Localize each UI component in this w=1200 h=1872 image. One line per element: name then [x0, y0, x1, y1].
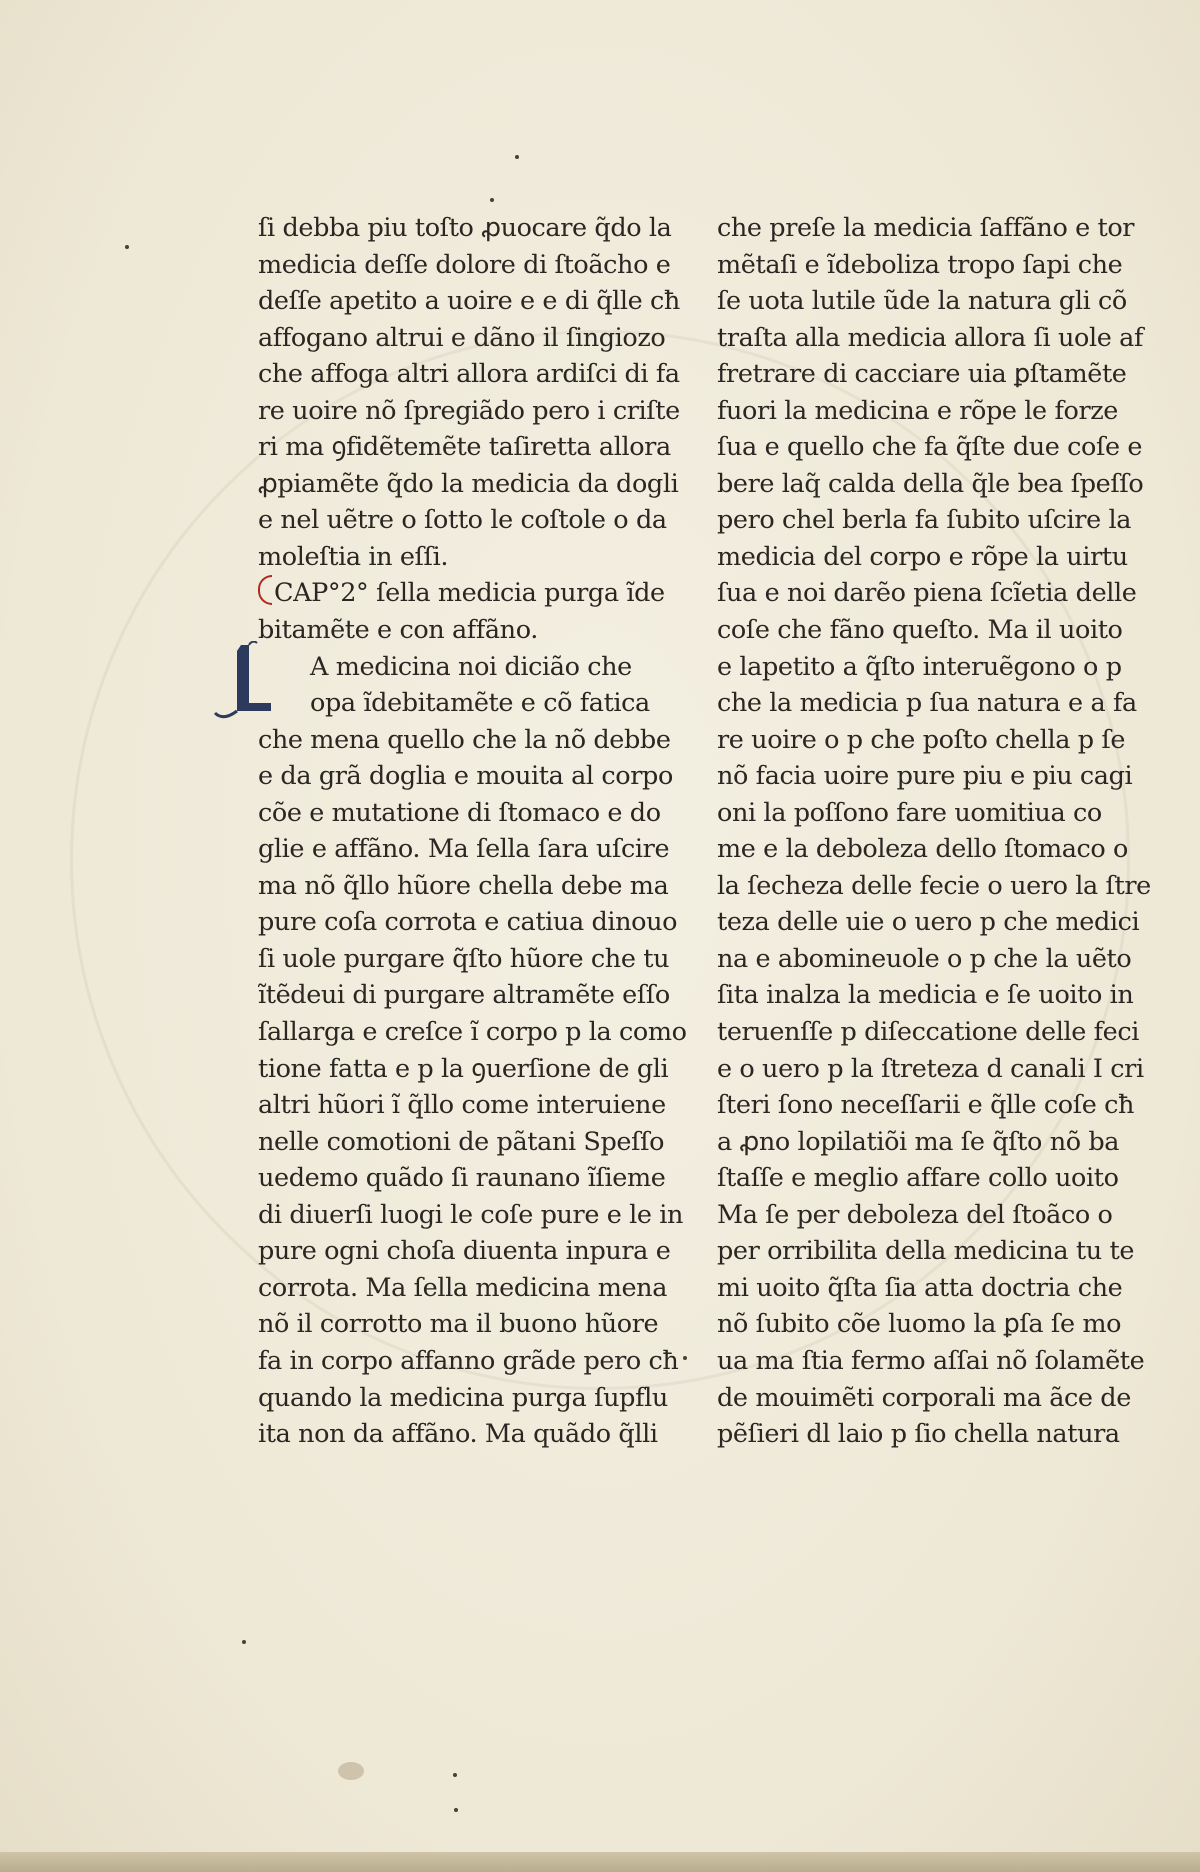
text-line: a ꝓno lopilatiõi ma ſe q̃ſto nõ ba	[717, 1126, 1120, 1157]
paper-stain	[338, 1762, 364, 1780]
text-line: ĩtẽdeui di purgare altramẽte eſſo	[258, 980, 670, 1011]
text-line: che mena quello che la nõ debbe	[258, 724, 671, 755]
text-line: ſua e noi darẽo piena ſcĩetia delle	[717, 578, 1137, 609]
text-line: pero chel berla fa ſubito uſcire la	[717, 505, 1132, 536]
ink-speck	[125, 245, 129, 249]
text-line: che la medicia p ſua natura e a fa	[717, 688, 1137, 719]
text-line: e lapetito a q̃ſto interuẽgono o p	[717, 651, 1122, 682]
text-line: Ma ſe per deboleza del ſtoãco o	[717, 1199, 1113, 1230]
text-line: ri ma ꝯfidẽtemẽte taſiretta allora	[258, 432, 671, 463]
ink-speck	[490, 198, 494, 202]
text-line: bere laq̃ calda della q̃le bea ſpeſſo	[717, 468, 1144, 499]
text-line: uedemo quãdo ſi raunano ĩſieme	[258, 1163, 666, 1194]
text-line: ſita inalza la medicia e ſe uoito in	[717, 980, 1134, 1011]
page-bottom-edge	[0, 1852, 1200, 1872]
text-line: ſi debba piu toſto ꝓuocare q̃do la	[258, 213, 672, 243]
text-line: re uoire o p che poſto chella p ſe	[717, 724, 1126, 755]
text-line: tione fatta e p la ꝯuerſione de gli	[258, 1053, 669, 1084]
text-line: che affoga altri allora ardiſci di fa	[258, 359, 680, 390]
text-line: nõ ſubito cõe luomo la ꝑſa ſe mo	[717, 1309, 1122, 1340]
text-line: medicia del corpo e rõpe la uirtu	[717, 541, 1128, 572]
text-line: me e la deboleza dello ſtomaco o	[717, 834, 1129, 865]
text-line: traſta alla medicia allora ſi uole af	[717, 322, 1143, 353]
text-line: fuori la medicina e rõpe le forze	[717, 395, 1118, 426]
text-line: e nel uẽtre o ſotto le coſtole o da	[258, 505, 667, 536]
text-line: moleſtia in eſſi.	[258, 541, 449, 572]
text-line: ma nõ q̃llo hũore chella debe ma	[258, 870, 669, 901]
text-line: la ſecheza delle fecie o uero la ſtre	[717, 870, 1151, 901]
text-line: ua ma ſtia fermo aſſai nõ ſolamẽte	[717, 1345, 1145, 1376]
text-line: coſe che fãno queſto. Ma il uoito	[717, 615, 1123, 646]
text-line: ſe uota lutile ũde la natura gli cõ	[717, 286, 1127, 317]
text-line: teruenſſe p diſeccatione delle feci	[717, 1017, 1140, 1048]
paragraph-mark-icon	[258, 575, 272, 605]
text-line: ꝓpiamẽte q̃do la medicia da dogli	[258, 468, 679, 499]
chapter-heading-line	[258, 575, 678, 612]
ink-speck	[683, 1356, 687, 1360]
initial-letter-text: L	[243, 706, 244, 708]
text-line: cõe e mutatione di ſtomaco e do	[258, 797, 661, 828]
text-line: glie e affãno. Ma ſella ſara uſcire	[258, 834, 670, 865]
ink-speck	[453, 1773, 457, 1777]
text-line: ſtaſſe e meglio affare collo uoito	[717, 1163, 1119, 1194]
text-line: che preſe la medicia ſaffãno e tor	[717, 213, 1135, 243]
left-column	[243, 210, 687, 1453]
text-line: pure ogni choſa diuenta inpura e	[258, 1236, 671, 1267]
text-line: ſi uole purgare q̃ſto hũore che tu	[258, 943, 670, 974]
text-line: nelle comotioni de pãtani Speſſo	[258, 1126, 665, 1157]
ink-speck	[515, 155, 519, 159]
text-line: ſteri ſono neceſſarii e q̃lle coſe cħ	[717, 1090, 1135, 1121]
text-line: mi uoito q̃ſta ſia atta doctria che	[717, 1272, 1123, 1303]
right-column	[717, 210, 1151, 1453]
text-line: nõ facia uoire pure piu e piu cagi	[717, 761, 1133, 792]
ink-speck	[454, 1808, 458, 1812]
text-line: nõ il corrotto ma il buono hũore	[258, 1309, 659, 1340]
text-line: e da grã doglia e mouita al corpo	[258, 761, 673, 792]
text-line: ſallarga e creſce ĩ corpo p la como	[258, 1017, 687, 1048]
text-line: medicia deſſe dolore di ſtoãcho e	[258, 249, 671, 280]
text-line: de mouimẽti corporali ma ãce de	[717, 1382, 1131, 1413]
text-line: A medicina noi dicião che	[310, 651, 632, 682]
text-line: deſſe apetito a uoire e e di q̃lle cħ	[258, 286, 680, 317]
text-line: quando la medicina purga ſupflu	[258, 1382, 668, 1413]
ink-speck	[242, 1640, 246, 1644]
text-line: opa ĩdebitamẽte e cõ fatica	[310, 688, 650, 719]
text-line: na e abomineuole o p che la uẽto	[717, 943, 1132, 974]
text-line: mẽtaſi e ĩdeboliza tropo ſapi che	[717, 249, 1123, 280]
text-line: per orribilita della medicina tu te	[717, 1236, 1135, 1267]
decorated-initial-letter	[213, 641, 273, 721]
text-line: pure coſa corrota e catiua dinouo	[258, 907, 678, 938]
text-line: fretrare di cacciare uia ꝑſtamẽte	[717, 359, 1127, 390]
text-line: ita non da affãno. Ma quãdo q̃lli	[258, 1419, 658, 1450]
text-line: bitamẽte e con affãno.	[258, 615, 538, 646]
text-line: altri hũori ĩ q̃llo come interuiene	[258, 1090, 666, 1121]
text-line: e o uero p la ſtreteza d canali I cri	[717, 1053, 1144, 1084]
text-line: re uoire nõ ſpregiãdo pero i criſte	[258, 395, 680, 426]
text-line: di diuerſi luogi le coſe pure e le in	[258, 1199, 684, 1230]
text-line: affogano altrui e dãno il ſingiozo	[258, 322, 666, 353]
text-line: pẽſieri dl laio p ſio chella natura	[717, 1419, 1120, 1450]
chapter-heading-text: CAP°2° ſella medicia purga ĩde	[274, 578, 665, 609]
text-line: teza delle uie o uero p che medici	[717, 907, 1140, 938]
text-line: ſua e quello che fa q̃ſte due coſe e	[717, 432, 1143, 463]
text-line: fa in corpo affanno grãde pero cħ	[258, 1345, 679, 1376]
text-line: corrota. Ma ſella medicina mena	[258, 1272, 668, 1303]
text-line: oni la poſſono fare uomitiua co	[717, 797, 1102, 828]
